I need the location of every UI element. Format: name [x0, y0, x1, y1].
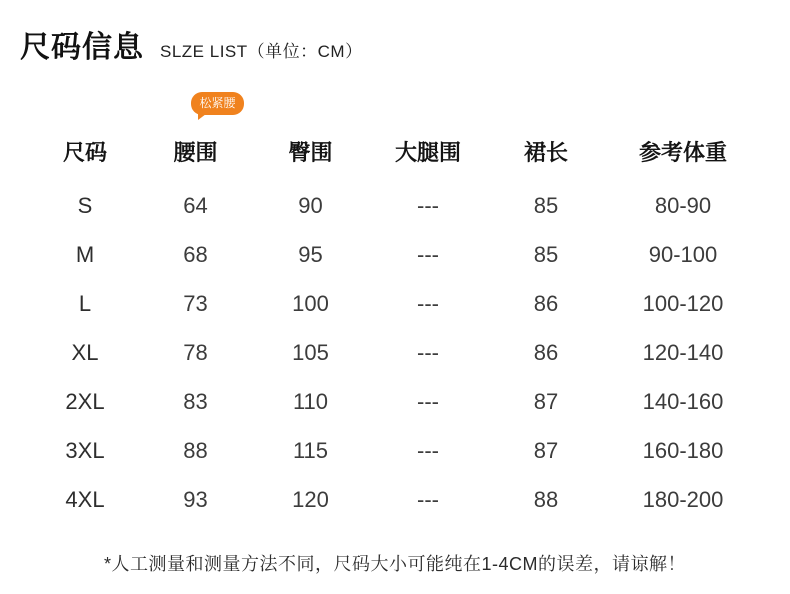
hip-value: 90: [298, 192, 323, 218]
size-label: 4XL: [65, 486, 105, 512]
page-header: [20, 28, 363, 67]
hip-value: 110: [292, 388, 329, 414]
col-header-ref-weight: [606, 121, 760, 181]
page-title: 尺码信息: [20, 31, 144, 64]
size-label: XL: [71, 339, 99, 365]
size-label: M: [75, 241, 95, 267]
ref-weight-value: 120-140: [642, 339, 724, 365]
thigh-value: ---: [417, 290, 439, 316]
size-label: 2XL: [65, 388, 105, 414]
size-label: 3XL: [65, 437, 105, 463]
thigh-value: ---: [417, 241, 439, 267]
waist-value: 73: [183, 290, 208, 316]
col-header-thigh-label: 大腿围: [394, 139, 461, 165]
col-header-waist: [140, 95, 251, 181]
thigh-value: ---: [417, 486, 439, 512]
skirt-length-value: 87: [533, 437, 559, 463]
size-table: [30, 95, 760, 524]
skirt-length-value: 85: [533, 241, 559, 267]
ref-weight-value: 180-200: [642, 486, 724, 512]
skirt-length-value: 85: [533, 192, 559, 218]
col-header-skirt-length-label: 裙长: [523, 139, 568, 165]
skirt-length-value: 88: [533, 486, 559, 512]
col-header-hip: [251, 121, 370, 181]
measurement-disclaimer: *人工测量和测量方法不同，尺码大小可能纯在1-4CM的误差，请谅解！: [103, 554, 686, 574]
skirt-length-value: 87: [533, 388, 559, 414]
ref-weight-value: 140-160: [642, 388, 724, 414]
thigh-value: ---: [417, 388, 439, 414]
col-header-size-label: 尺码: [62, 139, 107, 165]
col-header-hip-label: 臀围: [288, 139, 333, 165]
elastic-waist-badge: 松紧腰: [191, 92, 243, 115]
col-header-thigh: [370, 121, 486, 181]
hip-value: 115: [292, 437, 329, 463]
col-header-waist-wrap: [173, 95, 236, 167]
waist-value: 93: [183, 486, 208, 512]
size-label: L: [78, 290, 92, 316]
size-label: S: [77, 192, 93, 218]
waist-value: 88: [183, 437, 208, 463]
thigh-value: ---: [417, 437, 439, 463]
hip-value: 105: [292, 339, 329, 365]
ref-weight-value: 100-120: [642, 290, 724, 316]
waist-value: 68: [183, 241, 208, 267]
hip-value: 100: [292, 290, 329, 316]
skirt-length-value: 86: [533, 290, 559, 316]
waist-value: 83: [183, 388, 208, 414]
hip-value: 120: [292, 486, 329, 512]
ref-weight-value: 160-180: [642, 437, 724, 463]
skirt-length-value: 86: [533, 339, 559, 365]
waist-value: 78: [183, 339, 208, 365]
thigh-value: ---: [417, 339, 439, 365]
col-header-ref-weight-label: 参考体重: [638, 139, 727, 165]
page-subtitle: SLZE LIST（单位：CM）: [160, 42, 363, 61]
hip-value: 95: [298, 241, 323, 267]
thigh-value: ---: [417, 192, 439, 218]
col-header-waist-label: 腰围: [173, 139, 218, 165]
ref-weight-value: 90-100: [648, 241, 718, 267]
col-header-skirt-length: [486, 121, 606, 181]
ref-weight-value: 80-90: [654, 192, 712, 218]
col-header-size: [30, 121, 140, 181]
waist-value: 64: [183, 192, 208, 218]
